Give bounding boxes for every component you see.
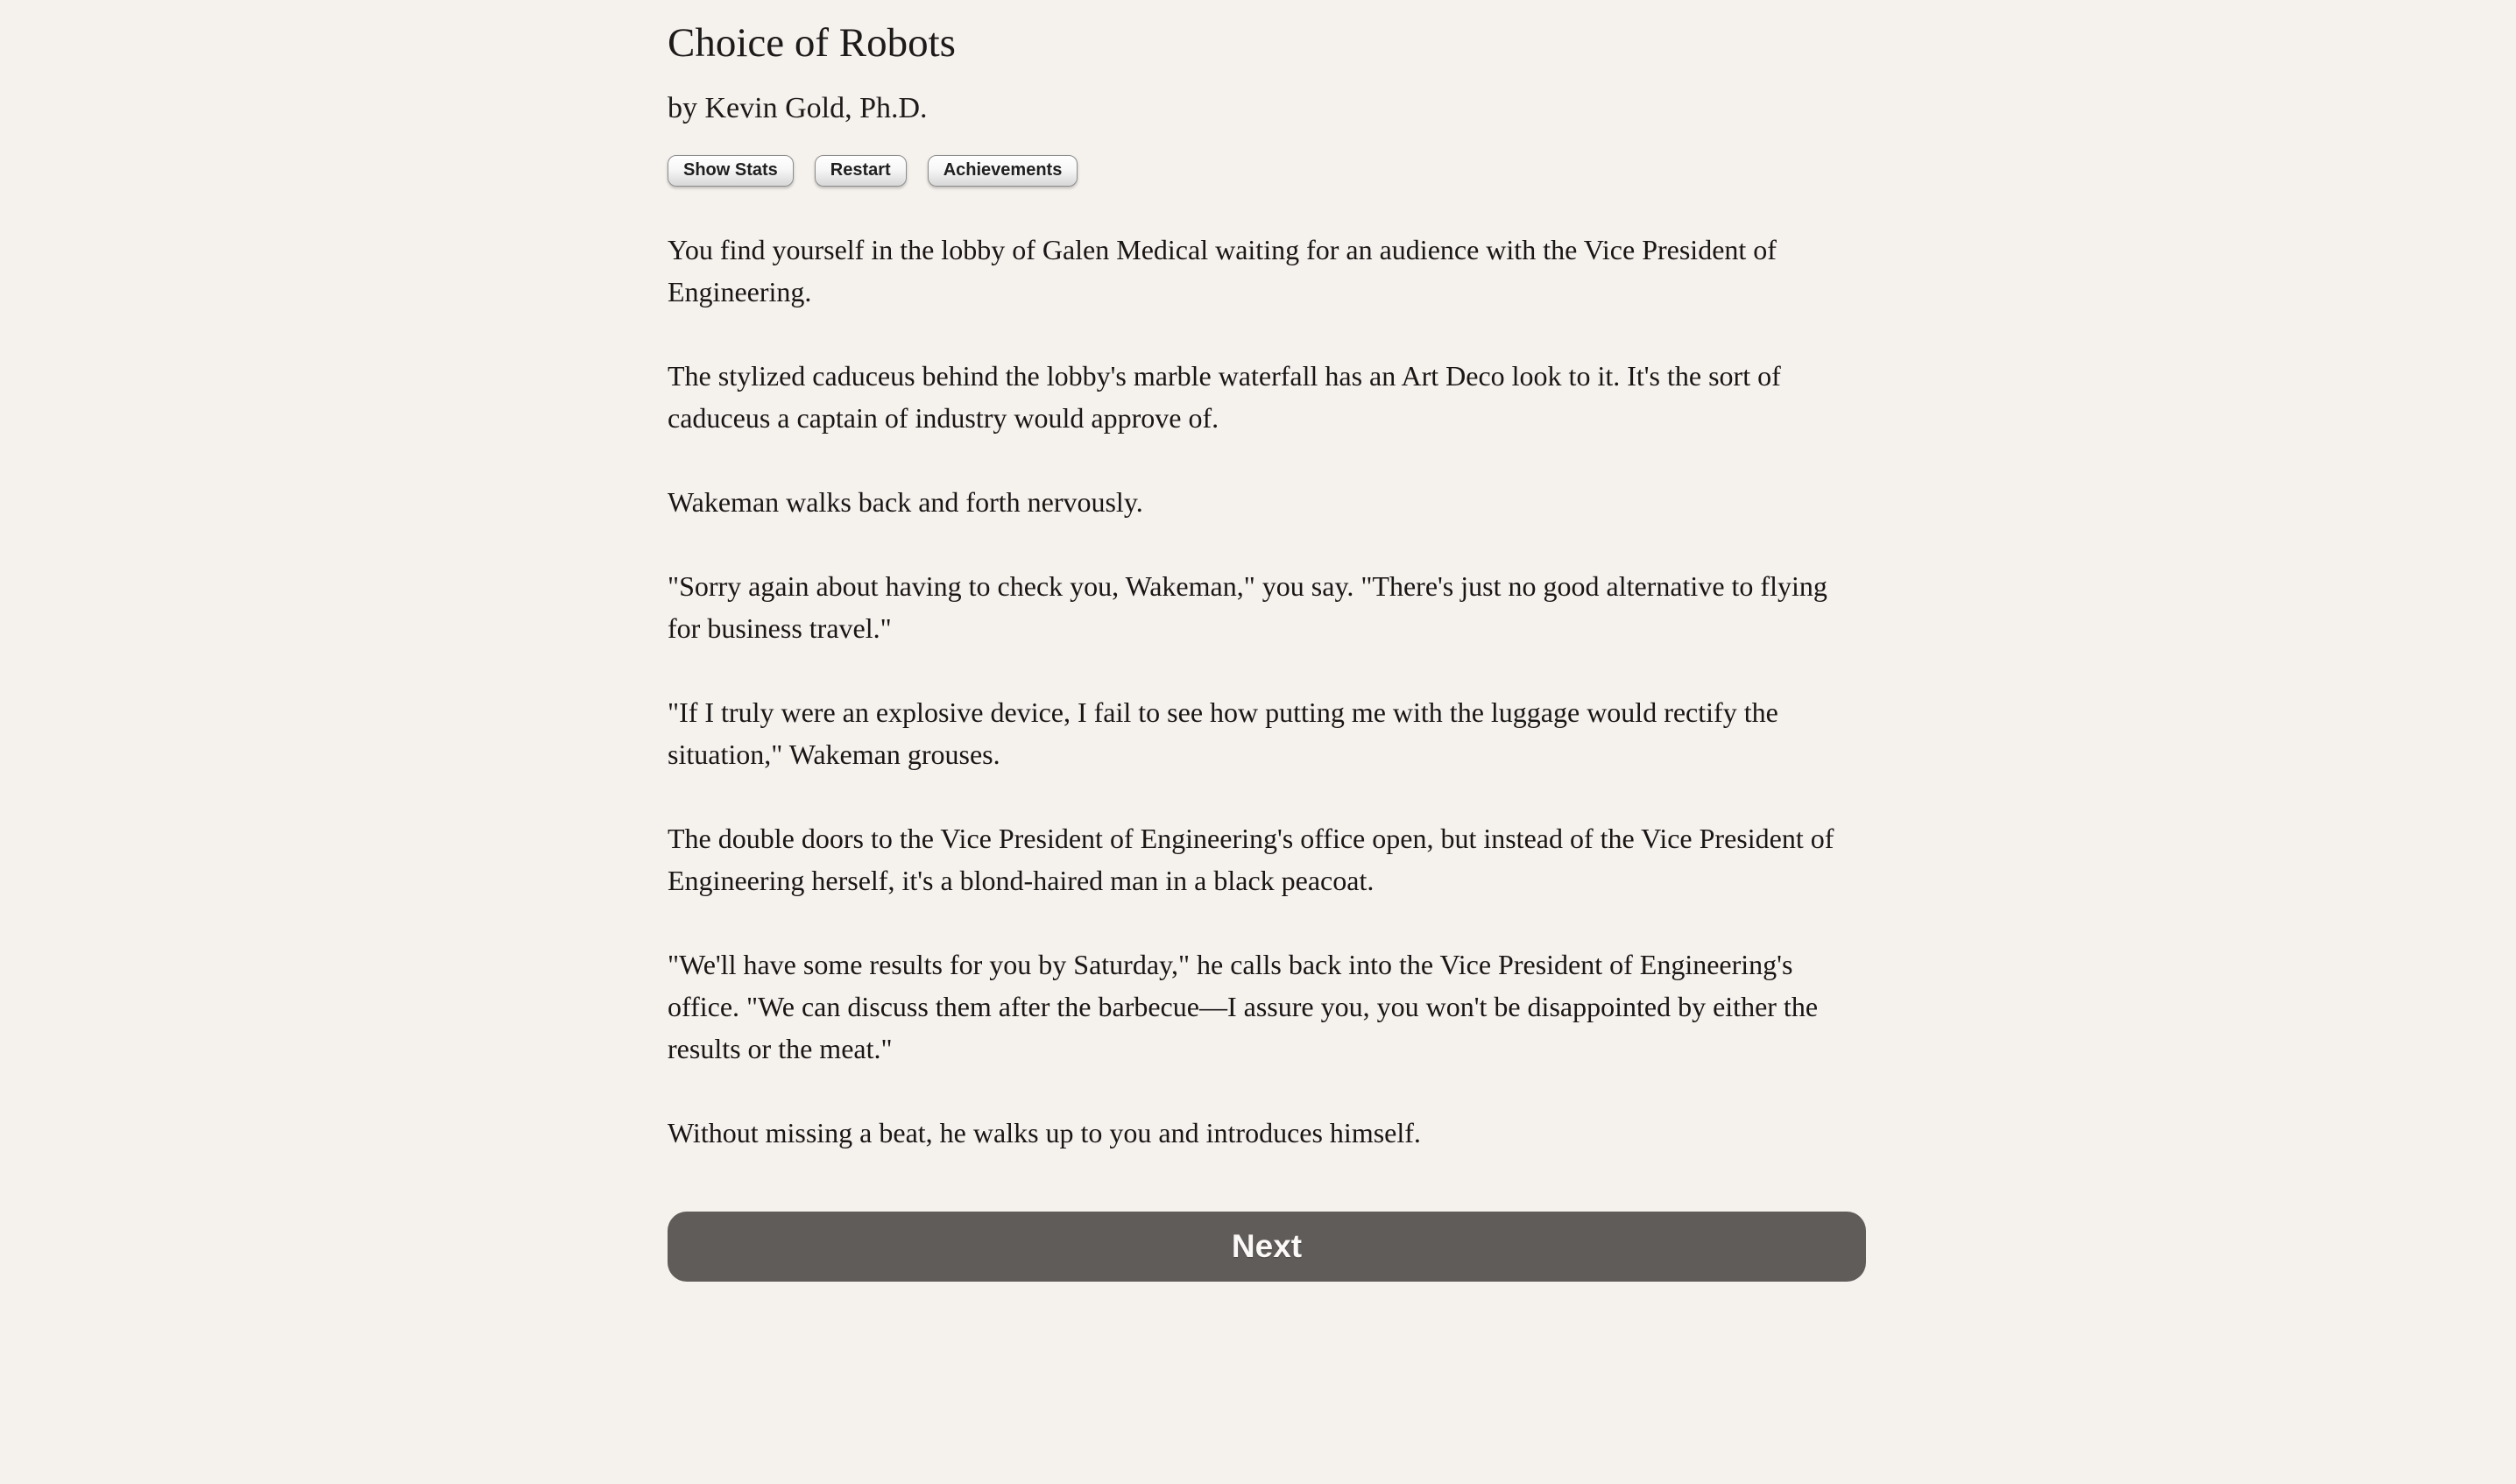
next-button[interactable]: Next xyxy=(668,1212,1866,1282)
game-byline: by Kevin Gold, Ph.D. xyxy=(668,92,928,125)
story-paragraph: "We'll have some results for you by Saturday," he calls back into the Vice President of Engineering's office. "We can discuss them after the barbecue—I assure you, you won't be disappointed by either the results or the meat." xyxy=(668,948,1819,1064)
story-paragraph: The double doors to the Vice President of Engineering's office open, but instead of the Vice President of Engineering herself, it's a blond-haired man in a black peacoat. xyxy=(668,822,1834,896)
game-title: Choice of Robots xyxy=(668,20,956,66)
story-column xyxy=(668,0,1866,1282)
story-paragraph: The stylized caduceus behind the lobby's marble waterfall has an Art Deco look to it. It's the sort of caduceus a captain of industry would approve of. xyxy=(668,359,1781,434)
story-paragraph: "Sorry again about having to check you, Wakeman," you say. "There's just no good alternative to flying for business travel." xyxy=(668,569,1827,644)
toolbar xyxy=(668,155,1866,187)
story-paragraph: Wakeman walks back and forth nervously. xyxy=(668,485,1143,518)
story-paragraph: You find yourself in the lobby of Galen Medical waiting for an audience with the Vice President of Engineering. xyxy=(668,233,1777,307)
show-stats-button[interactable]: Show Stats xyxy=(668,155,794,187)
story-paragraph: Without missing a beat, he walks up to you and introduces himself. xyxy=(668,1116,1421,1148)
story-text xyxy=(668,229,1866,1154)
achievements-button[interactable]: Achievements xyxy=(928,155,1078,187)
restart-button[interactable]: Restart xyxy=(815,155,907,187)
story-paragraph: "If I truly were an explosive device, I fail to see how putting me with the luggage would rectify the situation," Wakeman grouses. xyxy=(668,696,1778,770)
